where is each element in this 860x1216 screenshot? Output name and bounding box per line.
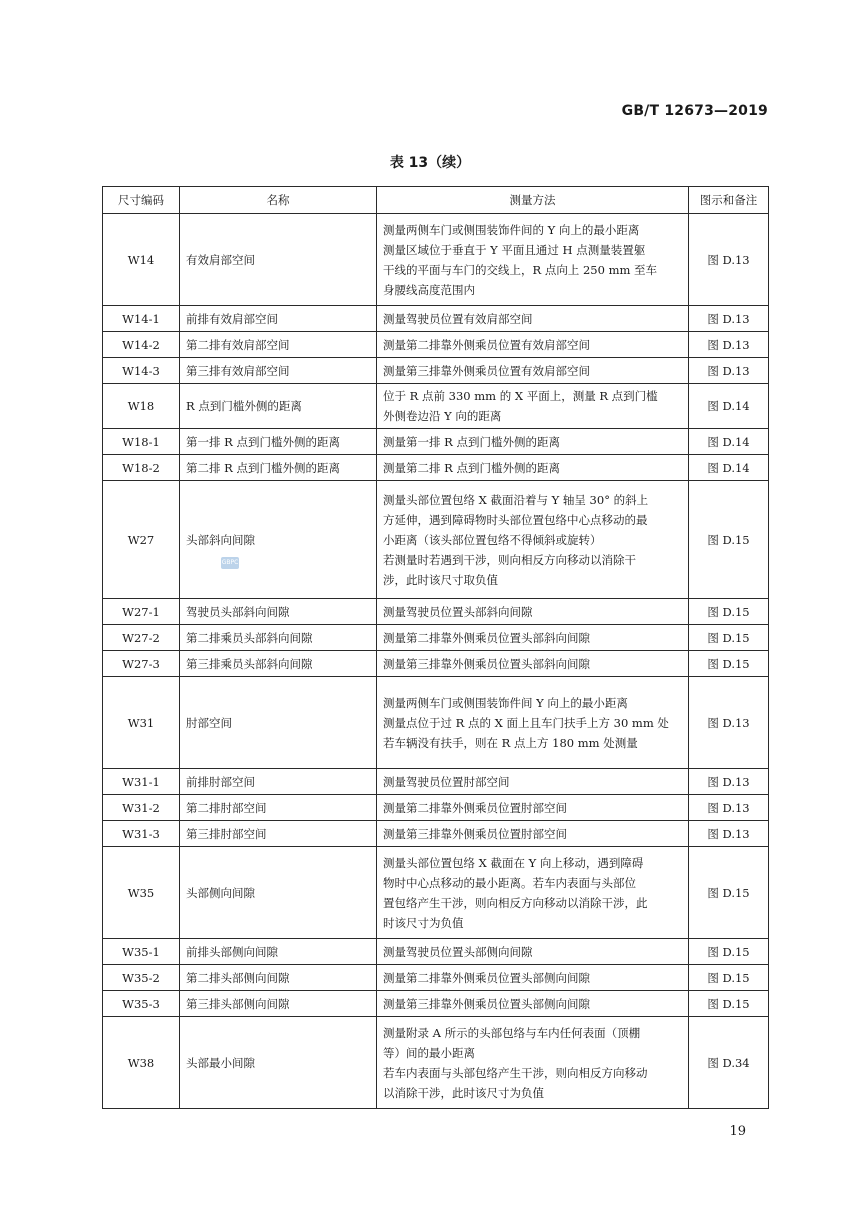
cell-code: W31-2 [103,795,180,821]
table-body [103,214,769,1109]
cell-name: 肘部空间 [180,677,377,769]
cell-code: W14-3 [103,358,180,384]
method-line: 若测量时若遇到干涉，则向相反方向移动以消除干 [383,552,636,567]
cell-name: R 点到门槛外侧的距离 [180,384,377,429]
method-line: 测量驾驶员位置有效肩部空间 [383,311,533,326]
cell-figure: 图 D.13 [689,306,769,332]
method-line: 若车内表面与头部包络产生干涉，则向相反方向移动 [383,1065,648,1080]
method-line: 若车辆没有扶手，则在 R 点上方 180 mm 处测量 [383,735,638,750]
table-row [103,332,769,358]
method-line: 测量驾驶员位置头部侧向间隙 [383,944,533,959]
method-line: 测量第三排靠外侧乘员位置肘部空间 [383,826,567,841]
method-line: 测量区域位于垂直于 Y 平面且通过 H 点测量装置躯 [383,242,646,257]
cell-name: 前排肘部空间 [180,769,377,795]
cell-figure: 图 D.34 [689,1017,769,1109]
cell-code: W35-3 [103,991,180,1017]
method-line: 测量点位于过 R 点的 X 面上且车门扶手上方 30 mm 处 [383,715,669,730]
table-row [103,599,769,625]
page-number: 19 [729,1124,746,1139]
cell-name: 头部最小间隙 [180,1017,377,1109]
cell-name: 第二排肘部空间 [180,795,377,821]
method-line: 测量第二排靠外侧乘员位置有效肩部空间 [383,337,590,352]
method-line: 测量第二排靠外侧乘员位置头部斜向间隙 [383,630,590,645]
cell-name: 第二排有效肩部空间 [180,332,377,358]
cell-name: 第二排 R 点到门槛外侧的距离 [180,455,377,481]
cell-method [377,332,689,358]
table-row [103,821,769,847]
method-line: 位于 R 点前 330 mm 的 X 平面上，测量 R 点到门槛 [383,389,658,403]
cell-figure: 图 D.14 [689,455,769,481]
cell-code: W18 [103,384,180,429]
table-row [103,651,769,677]
cell-code: W27-2 [103,625,180,651]
cell-method [377,599,689,625]
cell-method [377,769,689,795]
cell-figure: 图 D.15 [689,599,769,625]
cell-method [377,821,689,847]
table-header-row [103,187,769,214]
method-line: 测量第二排靠外侧乘员位置头部侧向间隙 [383,970,590,985]
method-line: 时该尺寸为负值 [383,915,464,930]
cell-method [377,965,689,991]
cell-name: 第三排头部侧向间隙 [180,991,377,1017]
table-row [103,625,769,651]
cell-figure: 图 D.15 [689,991,769,1017]
dimension-table [102,186,769,1109]
cell-method [377,991,689,1017]
cell-name: 前排头部侧向间隙 [180,939,377,965]
method-line: 身腰线高度范围内 [383,282,475,297]
cell-method [377,651,689,677]
method-line: 测量第三排靠外侧乘员位置头部侧向间隙 [383,996,590,1011]
table-title: 表 13（续） [389,155,471,171]
method-line: 测量第二排靠外侧乘员位置肘部空间 [383,800,567,815]
cell-figure: 图 D.13 [689,677,769,769]
table-row [103,991,769,1017]
cell-name: 头部斜向间隙 [180,481,377,599]
table-row [103,455,769,481]
cell-figure: 图 D.15 [689,847,769,939]
method-line: 测量驾驶员位置肘部空间 [383,774,510,789]
cell-name: 第三排肘部空间 [180,821,377,847]
cell-code: W31 [103,677,180,769]
cell-figure: 图 D.13 [689,795,769,821]
cell-figure: 图 D.15 [689,651,769,677]
standard-code: GB/T 12673—2019 [621,103,768,119]
cell-code: W35 [103,847,180,939]
method-line: 置包络产生干涉，则向相反方向移动以消除干涉，此 [383,895,648,910]
cell-method [377,214,689,306]
method-line: 测量第一排 R 点到门槛外侧的距离 [383,434,560,449]
method-line: 外侧卷边沿 Y 向的距离 [383,409,502,423]
method-line: 方延伸，遇到障碍物时头部位置包络中心点移动的最 [383,512,648,527]
cell-method [377,455,689,481]
cell-name: 第三排乘员头部斜向间隙 [180,651,377,677]
cell-method [377,625,689,651]
cell-name: 第三排有效肩部空间 [180,358,377,384]
table-row [103,1017,769,1109]
table-row [103,481,769,599]
method-line: 测量头部位置包络 X 截面沿着与 Y 轴呈 30° 的斜上 [383,492,649,507]
cell-method [377,677,689,769]
cell-name: 有效肩部空间 [180,214,377,306]
cell-code: W31-1 [103,769,180,795]
method-line: 测量头部位置包络 X 截面在 Y 向上移动，遇到障碍 [383,855,644,870]
table-row [103,214,769,306]
table-row [103,769,769,795]
cell-figure: 图 D.13 [689,358,769,384]
method-line: 测量两侧车门或侧围装饰件间的 Y 向上的最小距离 [383,222,640,237]
table-row [103,847,769,939]
cell-figure: 图 D.14 [689,429,769,455]
header-method: 测量方法 [377,187,689,214]
cell-name: 第一排 R 点到门槛外侧的距离 [180,429,377,455]
method-line: 干线的平面与车门的交线上，R 点向上 250 mm 至车 [383,262,658,277]
table-row [103,358,769,384]
method-line: 等）间的最小距离 [383,1045,475,1060]
cell-code: W14-1 [103,306,180,332]
cell-name: 驾驶员头部斜向间隙 [180,599,377,625]
cell-figure: 图 D.15 [689,965,769,991]
cell-method [377,306,689,332]
cell-method [377,939,689,965]
cell-method [377,384,689,429]
cell-figure: 图 D.14 [689,384,769,429]
watermark-logo: GBPC [221,557,239,569]
table-row [103,677,769,769]
cell-figure: 图 D.15 [689,939,769,965]
cell-method [377,429,689,455]
cell-name: 前排有效肩部空间 [180,306,377,332]
method-line: 测量附录 A 所示的头部包络与车内任何表面（顶棚 [383,1025,641,1040]
method-line: 以消除干涉，此时该尺寸为负值 [383,1085,544,1100]
table-row [103,939,769,965]
method-line: 物时中心点移动的最小距离。若车内表面与头部位 [383,875,636,890]
cell-code: W27-1 [103,599,180,625]
cell-figure: 图 D.15 [689,481,769,599]
header-figure: 图示和备注 [689,187,769,214]
cell-figure: 图 D.13 [689,332,769,358]
cell-method [377,795,689,821]
cell-name: 头部侧向间隙 [180,847,377,939]
cell-figure: 图 D.13 [689,769,769,795]
cell-code: W35-1 [103,939,180,965]
cell-method [377,1017,689,1109]
table-row [103,306,769,332]
cell-code: W14-2 [103,332,180,358]
header-name: 名称 [180,187,377,214]
cell-code: W18-2 [103,455,180,481]
cell-code: W38 [103,1017,180,1109]
table-row [103,965,769,991]
table-row [103,795,769,821]
cell-code: W35-2 [103,965,180,991]
cell-figure: 图 D.15 [689,625,769,651]
cell-code: W18-1 [103,429,180,455]
method-line: 测量驾驶员位置头部斜向间隙 [383,604,533,619]
cell-method [377,481,689,599]
method-line: 测量第二排 R 点到门槛外侧的距离 [383,460,560,475]
cell-name: 第二排头部侧向间隙 [180,965,377,991]
table-row [103,429,769,455]
method-line: 测量第三排靠外侧乘员位置有效肩部空间 [383,363,590,378]
cell-figure: 图 D.13 [689,214,769,306]
cell-name: 第二排乘员头部斜向间隙 [180,625,377,651]
method-line: 小距离（该头部位置包络不得倾斜或旋转） [383,532,602,547]
table-row [103,384,769,429]
cell-method [377,358,689,384]
method-line: 测量第三排靠外侧乘员位置头部斜向间隙 [383,656,590,671]
header-code: 尺寸编码 [103,187,180,214]
cell-code: W27-3 [103,651,180,677]
method-line: 涉，此时该尺寸取负值 [383,572,498,587]
cell-code: W27 [103,481,180,599]
cell-code: W14 [103,214,180,306]
cell-figure: 图 D.13 [689,821,769,847]
method-line: 测量两侧车门或侧围装饰件间 Y 向上的最小距离 [383,695,628,710]
cell-code: W31-3 [103,821,180,847]
cell-method [377,847,689,939]
